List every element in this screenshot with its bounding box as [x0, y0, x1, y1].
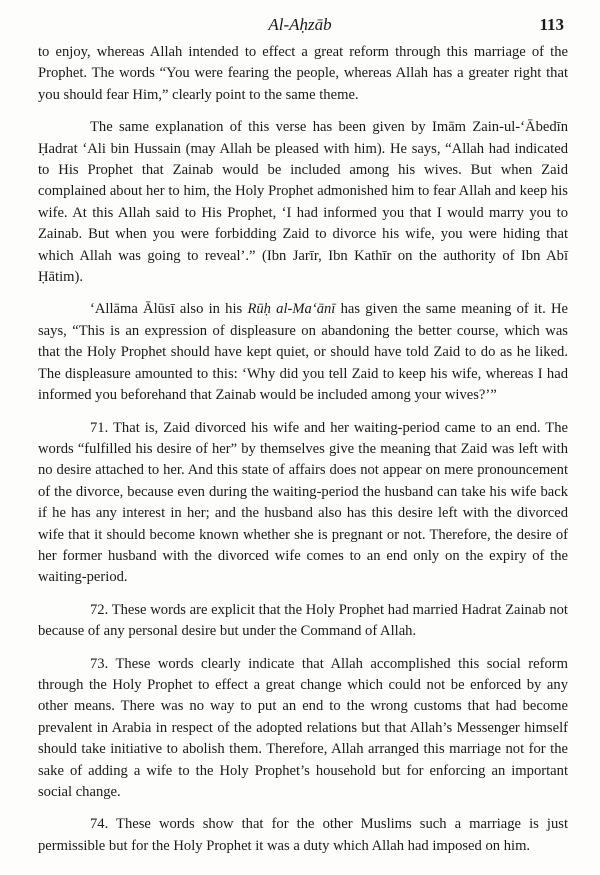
chapter-title: Al-Aḥzāb	[268, 15, 332, 34]
paragraph-imam-explanation: The same explanation of this verse has been given by Imām Zain-ul-‘Ābedīn Ḥadrat ‘Ali bin Hussain (may Allah be pleased with him). He says, “Allah had indicated to His Prophet that Zainab would be included among his wives. But when Zaid complained about her to him, the Holy Prophet admonished him to fear Allah and keep his wife. At this Allah said to His Prophet, ‘I had informed you that I would marry you to Zainab. But when you were forbidding Zaid to divorce his wife, you were hiding that which Allah was going to reveal’.” (Ibn Jarīr, Ibn Kathīr on the authority of Ibn Abī Ḥātim).	[38, 119, 568, 286]
running-header	[0, 10, 600, 38]
note-71: 71. That is, Zaid divorced his wife and her waiting-period came to an end. The words “fulfilled his desire of her” by themselves give the meaning that Zaid was left with no desire attached to her. And this state of affairs does not appear on mere pronouncement of the divorce, because even during the waiting-period the husband can take his wife back if he has any interest in her; and the husband also has this desire left with the divorced wife that it should become known whether she is pregnant or not. Therefore, the desire of her former husband with the divorced wife comes to an end only on the expiry of the waiting-period.	[38, 419, 568, 586]
body-text	[38, 42, 568, 857]
alusi-text-before: ‘Allāma Ālūsī also in his	[90, 301, 248, 318]
alusi-text-after: has given the same meaning of it. He says, “This is an expression of displeasure on abandoning the better course, which was that the Holy Prophet should have kept quiet, or should have told Zaid to do as he liked. The displeasure amounted to this: ‘Why did you tell Zaid to keep his wife, whereas I had informed you beforehand that Zainab would be included among your wives?’”	[38, 301, 568, 404]
note-73: 73. These words clearly indicate that Allah accomplished this social reform through the Holy Prophet to effect a great change which could not be enforced by any other means. There was no way to put an end to the wrong customs that had become prevalent in Arabia in respect of the adopted relations but that Allah’s Messenger himself should take initiative to abolish them. Therefore, Allah arranged this marriage not for the sake of adding a wife to the Holy Prophet’s household but for enforcing an important social change.	[38, 655, 568, 800]
paragraph-alusi	[38, 299, 568, 406]
page-number: 113	[539, 15, 564, 34]
paragraph-continuation: to enjoy, whereas Allah intended to effect a great reform through this marriage of the Prophet. The words “You were fearing the people, whereas Allah has a greater right that you should fear Him,” clearly point to the same theme.	[38, 44, 568, 103]
note-72: 72. These words are explicit that the Holy Prophet had married Hadrat Zainab not because of any personal desire but under the Command of Allah.	[38, 601, 568, 640]
note-74: 74. These words show that for the other Muslims such a marriage is just permissible but for the Holy Prophet it was a duty which Allah had imposed on him.	[38, 816, 568, 854]
book-title-ruh-al-maani: Rūḥ al-Ma‘ānī	[247, 301, 336, 318]
